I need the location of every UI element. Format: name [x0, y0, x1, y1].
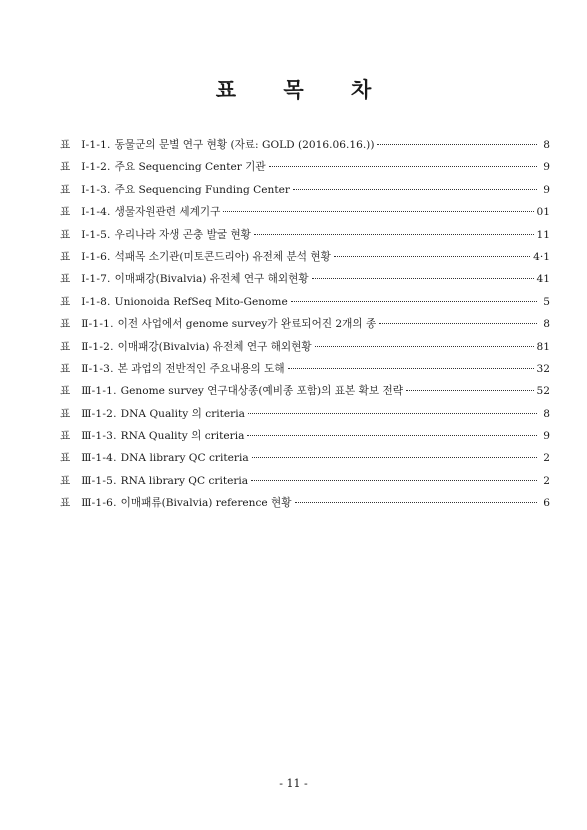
toc-entry-title: DNA Quality 의 criteria	[120, 407, 245, 420]
toc-entry-prefix: 표	[60, 407, 71, 420]
toc-entry-number: Ⅰ-1-1.	[81, 139, 111, 151]
toc-entry-page: 9	[543, 430, 550, 443]
toc-entry-number: Ⅲ-1-1.	[81, 385, 117, 398]
toc-entry-page: 01	[536, 206, 550, 219]
toc-entry-prefix: 표	[60, 318, 71, 331]
toc-entry[interactable]	[60, 406, 550, 428]
toc-entry[interactable]	[60, 361, 550, 383]
toc-entry-number: Ⅰ-1-3.	[81, 183, 111, 196]
dot-leader	[291, 301, 537, 302]
toc-entry[interactable]	[60, 227, 550, 249]
toc-entry-prefix: 표	[60, 295, 71, 308]
toc-entry[interactable]	[60, 182, 550, 204]
toc-entry-page: 5	[543, 295, 550, 308]
toc-entry-number: Ⅱ-1-1.	[81, 318, 114, 331]
dot-leader	[293, 189, 537, 190]
toc-entry-page: 32	[536, 362, 550, 375]
dot-leader	[377, 144, 537, 145]
toc-entry-page: 9	[543, 161, 550, 174]
dot-leader	[269, 166, 537, 167]
dot-leader	[379, 323, 537, 324]
toc-entry-prefix: 표	[60, 273, 71, 286]
toc-entry[interactable]	[60, 137, 550, 159]
toc-entry-title: DNA library QC criteria	[120, 452, 249, 465]
toc-entry-title: 이매패류(Bivalvia) reference 현황	[120, 497, 292, 510]
toc-entry-page: 6	[543, 497, 550, 510]
toc-entry-title: 이매패강(Bivalvia) 유전체 연구 해외현황	[114, 273, 309, 286]
toc-entry-page: 8	[543, 318, 550, 331]
dot-leader	[312, 278, 534, 279]
toc-entry-prefix: 표	[60, 452, 71, 465]
toc-entry-prefix: 표	[60, 430, 71, 443]
toc-entry-title: Genome survey 연구대상종(예비종 포함)의 표본 확보 전략	[120, 385, 403, 398]
page-title: 표 목 차	[215, 77, 392, 102]
toc-entry-title: Unionoida RefSeq Mito-Genome	[114, 295, 288, 308]
toc-entry[interactable]	[60, 316, 550, 338]
toc-entry-number: Ⅲ-1-2.	[81, 407, 117, 420]
toc-entry-number: Ⅰ-1-6.	[81, 250, 111, 263]
toc-entry-title: 본 과업의 전반적인 주요내용의 도해	[117, 362, 285, 375]
toc-entry-number: Ⅰ-1-8.	[81, 295, 111, 308]
toc-entry-page: 41	[536, 273, 550, 286]
toc-entry-page: 52	[536, 385, 550, 398]
toc-entry-title: 생물자원관련 세계기구	[114, 206, 221, 219]
toc-entry-title: 이전 사업에서 genome survey가 완료되어진 2개의 종	[117, 318, 377, 331]
toc-entry-page: 9	[543, 183, 550, 196]
toc-entry-page: 2	[543, 474, 550, 487]
toc-entry-prefix: 표	[60, 228, 71, 241]
toc-entry-prefix: 표	[60, 474, 71, 487]
toc-entry-prefix: 표	[60, 362, 71, 375]
table-of-contents	[60, 137, 550, 518]
toc-entry[interactable]	[60, 450, 550, 472]
toc-entry-title: 주요 Sequencing Center 기관	[114, 161, 266, 174]
toc-entry-number: Ⅲ-1-3.	[81, 430, 117, 443]
dot-leader	[248, 413, 537, 414]
toc-entry[interactable]	[60, 473, 550, 495]
toc-entry-title: 이매패강(Bivalvia) 유전체 연구 해외현황	[117, 340, 312, 353]
toc-entry-number: Ⅰ-1-4.	[81, 206, 111, 219]
toc-entry[interactable]	[60, 428, 550, 450]
toc-entry-page: 81	[536, 340, 550, 353]
dot-leader	[251, 480, 537, 481]
toc-entry-prefix: 표	[60, 340, 71, 353]
toc-entry-prefix: 표	[60, 497, 71, 510]
toc-entry-number: Ⅲ-1-6.	[81, 497, 117, 510]
toc-entry[interactable]	[60, 271, 550, 293]
toc-entry-prefix: 표	[60, 206, 71, 219]
toc-entry-number: Ⅰ-1-5.	[81, 228, 111, 241]
dot-leader	[295, 502, 537, 503]
toc-entry[interactable]	[60, 204, 550, 226]
toc-entry-number: Ⅰ-1-2.	[81, 161, 111, 174]
toc-entry-title: 석패목 소기관(미토콘드리아) 유전체 분석 현황	[114, 250, 331, 263]
toc-entry[interactable]	[60, 339, 550, 361]
dot-leader	[252, 457, 537, 458]
toc-entry-title: RNA library QC criteria	[120, 474, 249, 487]
toc-entry[interactable]	[60, 159, 550, 181]
toc-entry-prefix: 표	[60, 183, 71, 196]
toc-entry-prefix: 표	[60, 161, 71, 174]
toc-entry[interactable]	[60, 249, 550, 271]
page-number: - 11 -	[279, 777, 308, 790]
toc-entry-page: 8	[543, 407, 550, 420]
toc-entry[interactable]	[60, 294, 550, 316]
toc-entry-prefix: 표	[60, 250, 71, 263]
dot-leader	[406, 390, 534, 391]
dot-leader	[288, 368, 534, 369]
toc-entry[interactable]	[60, 383, 550, 405]
dot-leader	[247, 435, 537, 436]
toc-entry-page: 8	[543, 139, 550, 151]
toc-entry-title: RNA Quality 의 criteria	[120, 430, 245, 443]
dot-leader	[315, 346, 534, 347]
toc-entry-page: 4·1	[533, 250, 550, 263]
toc-entry-page: 2	[543, 452, 550, 465]
toc-entry-number: Ⅰ-1-7.	[81, 273, 111, 286]
toc-entry-title: 동물군의 문별 연구 현황 (자료: GOLD (2016.06.16.))	[114, 139, 375, 151]
toc-entry-title: 주요 Sequencing Funding Center	[114, 183, 290, 196]
dot-leader	[254, 234, 534, 235]
toc-entry-number: Ⅱ-1-2.	[81, 340, 114, 353]
toc-entry-number: Ⅱ-1-3.	[81, 362, 114, 375]
dot-leader	[223, 211, 533, 212]
toc-entry-prefix: 표	[60, 385, 71, 398]
toc-entry-title: 우리나라 자생 곤충 발굴 현황	[114, 228, 251, 241]
toc-entry-number: Ⅲ-1-5.	[81, 474, 117, 487]
toc-entry-number: Ⅲ-1-4.	[81, 452, 117, 465]
toc-entry-page: 11	[536, 228, 550, 241]
toc-entry[interactable]	[60, 495, 550, 517]
toc-entry-prefix: 표	[60, 139, 71, 151]
dot-leader	[334, 256, 530, 257]
